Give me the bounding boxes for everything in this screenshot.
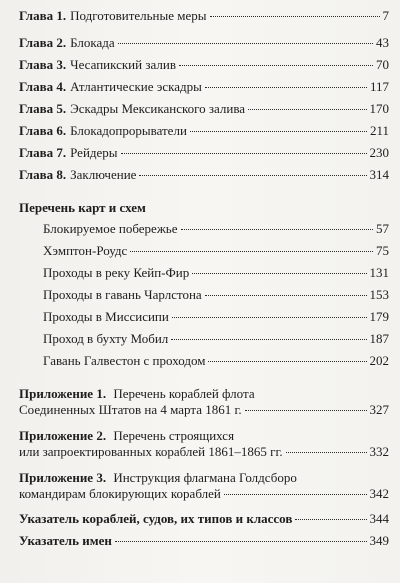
dot-leader [208, 361, 366, 362]
page-number: 327 [369, 402, 389, 417]
chapter-label: Глава 5. [19, 101, 67, 116]
dot-leader [121, 153, 367, 154]
dot-leader [118, 43, 373, 44]
chapter-title: Чесапикский залив [70, 57, 176, 72]
chapter-label: Глава 2. [19, 35, 67, 50]
appendix-title-line2: командирам блокирующих кораблей [19, 486, 221, 501]
toc-entry-map-2[interactable] [43, 243, 389, 267]
dot-leader [295, 519, 366, 520]
chapter-title: Блокада [70, 35, 115, 50]
map-title: Проход в бухту Мобил [43, 331, 169, 346]
dot-leader [130, 251, 373, 252]
toc-entry-map-3[interactable] [43, 265, 389, 289]
toc-entry-chapter-7[interactable] [19, 145, 389, 169]
page-number: 344 [369, 511, 389, 526]
dot-leader [172, 317, 367, 318]
map-title: Хэмптон-Роудс [43, 243, 128, 258]
page-number: 117 [369, 79, 389, 94]
toc-entry-appendix-3[interactable] [19, 486, 389, 510]
dot-leader [179, 65, 373, 66]
toc-entry-map-7[interactable] [43, 353, 389, 377]
dot-leader [248, 109, 366, 110]
page-number: 43 [376, 35, 389, 50]
page-number: 70 [376, 57, 389, 72]
dot-leader [139, 175, 366, 176]
page-number: 153 [369, 287, 389, 302]
toc-entry-chapter-2[interactable] [19, 35, 389, 59]
map-title: Гавань Галвестон с проходом [43, 353, 206, 368]
page-number: 179 [369, 309, 389, 324]
appendix-title-line1: Инструкция флагмана Голдсборо [113, 470, 297, 485]
chapter-label: Глава 8. [19, 167, 67, 182]
toc-entry-map-5[interactable] [43, 309, 389, 333]
page-number: 7 [382, 8, 389, 23]
page-number: 211 [369, 123, 389, 138]
map-title: Блокируемое побережье [43, 221, 178, 236]
appendix-title-line1: Перечень строящихся [113, 428, 235, 443]
toc-entry-chapter-3[interactable] [19, 57, 389, 81]
page-number: 332 [369, 444, 389, 459]
toc-entry-chapter-1[interactable] [19, 8, 389, 32]
map-title: Проходы в гавань Чарлстона [43, 287, 202, 302]
chapter-label: Глава 1. [19, 8, 67, 23]
appendix-label: Приложение 3. [19, 470, 107, 485]
appendix-title-line2: Соединенных Штатов на 4 марта 1861 г. [19, 402, 242, 417]
page-number: 349 [369, 533, 389, 548]
toc-entry-appendix-1[interactable] [19, 402, 389, 426]
page-number: 75 [376, 243, 389, 258]
appendix-3-line1[interactable] [19, 470, 297, 486]
page-number: 314 [369, 167, 389, 182]
appendix-label: Приложение 2. [19, 428, 107, 443]
dot-leader [210, 16, 380, 17]
chapter-title: Блокадопрорыватели [70, 123, 187, 138]
page-number: 131 [369, 265, 389, 280]
dot-leader [286, 452, 367, 453]
page-number: 57 [376, 221, 389, 236]
dot-leader [190, 131, 367, 132]
dot-leader [115, 541, 367, 542]
maps-heading: Перечень карт и схем [19, 200, 146, 215]
dot-leader [181, 229, 373, 230]
chapter-title: Атлантические эскадры [70, 79, 202, 94]
dot-leader [205, 295, 367, 296]
toc-entry-chapter-4[interactable] [19, 79, 389, 103]
toc-entry-appendix-2[interactable] [19, 444, 389, 468]
chapter-label: Глава 3. [19, 57, 67, 72]
chapter-label: Глава 6. [19, 123, 67, 138]
appendix-2-line1[interactable] [19, 428, 234, 444]
page-number: 187 [369, 331, 389, 346]
dot-leader [245, 410, 367, 411]
chapter-title: Заключение [70, 167, 137, 182]
map-title: Проходы в Миссисипи [43, 309, 169, 324]
appendix-1-line1[interactable] [19, 386, 255, 402]
page-number: 170 [369, 101, 389, 116]
index-title: Указатель кораблей, судов, их типов и классов [19, 511, 293, 526]
chapter-title: Рейдеры [70, 145, 118, 160]
toc-entry-chapter-8[interactable] [19, 167, 389, 191]
dot-leader [224, 494, 367, 495]
appendix-label: Приложение 1. [19, 386, 107, 401]
chapter-title: Эскадры Мексиканского залива [70, 101, 246, 116]
appendix-title-line1: Перечень кораблей флота [113, 386, 255, 401]
dot-leader [205, 87, 367, 88]
toc-entry-map-1[interactable] [43, 221, 389, 245]
appendix-title-line2: или запроектированных кораблей 1861–1865 гг. [19, 444, 283, 459]
index-title: Указатель имен [19, 533, 112, 548]
toc-entry-chapter-5[interactable] [19, 101, 389, 125]
chapter-label: Глава 7. [19, 145, 67, 160]
dot-leader [192, 273, 366, 274]
chapter-label: Глава 4. [19, 79, 67, 94]
toc-entry-ship-index[interactable] [19, 511, 389, 535]
page-number: 342 [369, 486, 389, 501]
toc-entry-chapter-6[interactable] [19, 123, 389, 147]
dot-leader [171, 339, 366, 340]
toc-entry-map-6[interactable] [43, 331, 389, 355]
toc-entry-name-index[interactable] [19, 533, 389, 557]
toc-entry-map-4[interactable] [43, 287, 389, 311]
map-title: Проходы в реку Кейп-Фир [43, 265, 190, 280]
chapter-title: Подготовительные меры [70, 8, 207, 23]
page-number: 202 [369, 353, 389, 368]
page-number: 230 [369, 145, 389, 160]
